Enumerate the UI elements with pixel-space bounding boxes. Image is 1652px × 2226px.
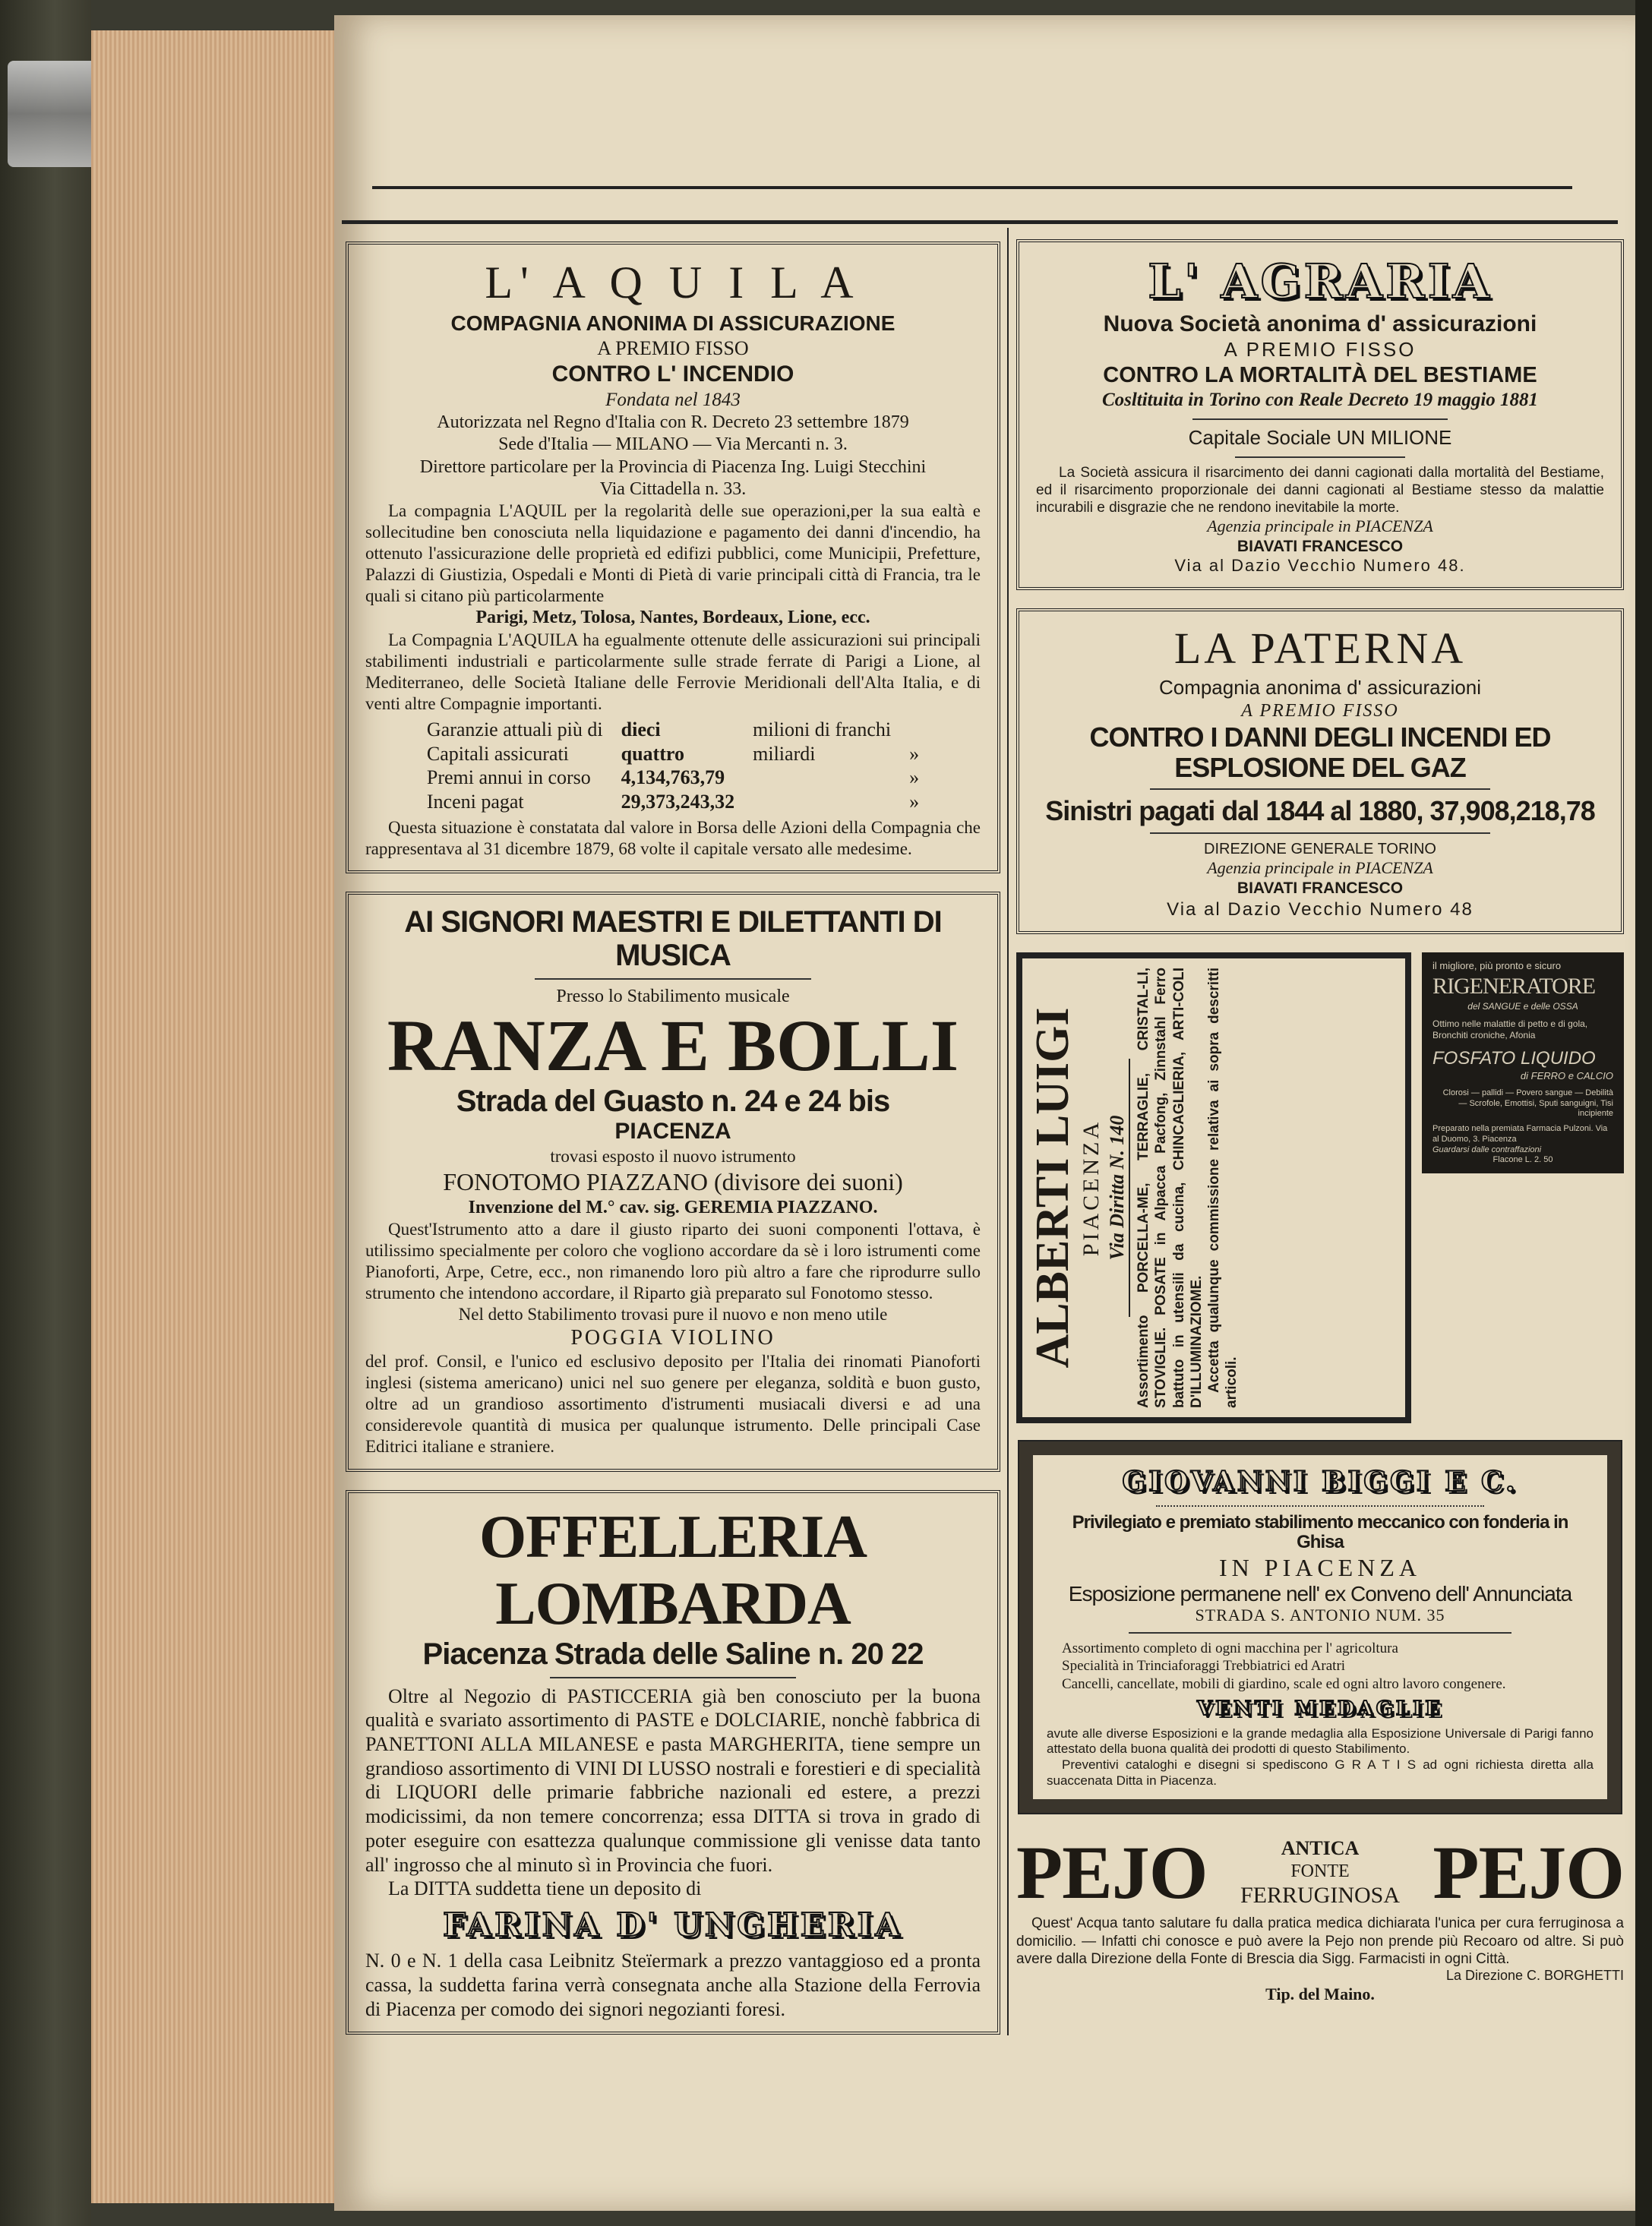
agraria-via: Via al Dazio Vecchio Numero 48. bbox=[1174, 556, 1466, 576]
ad-offelleria-lombarda bbox=[346, 1490, 1000, 2035]
ranza-city: PIACENZA bbox=[614, 1118, 731, 1144]
ad-rigeneratore bbox=[1422, 952, 1624, 1173]
biggi-line: Assortimento completo di ogni macchina per l' agricoltura bbox=[1062, 1640, 1398, 1657]
left-column bbox=[346, 242, 1000, 2035]
agraria-capitale: Capitale Sociale UN MILIONE bbox=[1188, 425, 1452, 449]
rig-guard: Guardarsi dalle contraffazioni bbox=[1432, 1145, 1542, 1154]
ranza-invenzione: Invenzione del M.° cav. sig. GEREMIA PIAZZANO. bbox=[468, 1197, 878, 1217]
ad-agraria bbox=[1016, 239, 1624, 590]
book-binding bbox=[0, 0, 91, 2226]
aquila-stats-table bbox=[381, 718, 965, 814]
rig-top: il migliore, più pronto e sicuro bbox=[1432, 959, 1562, 971]
aquila-title: L' A Q U I L A bbox=[485, 257, 861, 308]
agraria-contro: CONTRO LA MORTALITÀ DEL BESTIAME bbox=[1103, 362, 1537, 387]
aquila-cities: Parigi, Metz, Tolosa, Nantes, Bordeaux, Lione, ecc. bbox=[475, 608, 870, 628]
right-column bbox=[1016, 239, 1624, 2004]
stats-cell: 29,373,243,32 bbox=[621, 791, 735, 813]
aquila-sede: Sede d'Italia — MILANO — Via Mercanti n. 3. bbox=[498, 434, 848, 455]
aquila-subtitle: COMPAGNIA ANONIMA DI ASSICURAZIONE bbox=[450, 311, 895, 336]
aquila-premio: A PREMIO FISSO bbox=[597, 337, 749, 360]
aquila-contro: CONTRO L' INCENDIO bbox=[551, 362, 794, 387]
biggi-medaglie: VENTI MEDAGLIE bbox=[1196, 1697, 1444, 1720]
paterna-premio: A PREMIO FISSO bbox=[1241, 700, 1399, 721]
biggi-line: Specialità in Trinciaforaggi Trebbiatrici ed Aratri bbox=[1062, 1658, 1346, 1675]
offelleria-p3: N. 0 e N. 1 della casa Leibnitz Steïermark a prezzo vantaggioso ed a pronta cassa, la suddetta farina verrà consegnata anche alla Stazione della Ferrovia di Piacenza per comodo dei signori negozianti foresi. bbox=[365, 1950, 981, 2020]
ranza-p3: del prof. Consil, e l'unico ed esclusivo deposito per l'Italia dei rinomati Pianoforti inglesi (sistema americano) unici nel suo genere per eleganza, soldità e buon gusto, oltre ad un grandioso assortimento d'istrumenti musiacali diversi e ad una considerevole quantità di musica per qualunque istrumento. Delle principali Case Editrici italiane e straniere. bbox=[365, 1352, 981, 1457]
agraria-agenzia: Agenzia principale in PIACENZA bbox=[1207, 516, 1433, 536]
alberti-via: Via Diritta N. 140 bbox=[1105, 1059, 1130, 1317]
agraria-subtitle: Nuova Società anonima d' assicurazioni bbox=[1103, 311, 1537, 336]
stats-cell bbox=[753, 766, 891, 790]
offelleria-p2: La DITTA suddetta tiene un deposito di bbox=[388, 1877, 702, 1900]
paterna-agenzia: Agenzia principale in PIACENZA bbox=[1207, 858, 1433, 878]
ranza-trovasi: trovasi esposto il nuovo istrumento bbox=[550, 1146, 796, 1166]
agraria-title: L' AGRARIA bbox=[1148, 254, 1492, 309]
stats-cell bbox=[909, 718, 919, 742]
stats-cell: Garanzie attuali più di bbox=[426, 718, 603, 740]
rig-ferro: di FERRO e CALCIO bbox=[1520, 1069, 1613, 1081]
stats-cell: Capitali assicurati bbox=[426, 742, 569, 765]
ad-pejo bbox=[1016, 1831, 1624, 2004]
biggi-strada: STRADA S. ANTONIO NUM. 35 bbox=[1195, 1606, 1445, 1625]
aquila-p1: La compagnia L'AQUIL per la regolarità delle sue operazioni,per la sua ealtà e sollecitudine ben conosciuta nella liquidazione e pagamento dei danni d'incendio, ha ottenuto l'assicurazione delle proprietà ed edifizi pubblici, come Municipii, Prefetture, Palazzi di Giustizia, Ospedali e Monti di Pietà di varie principali città di Francia, tra le quali si citano più particolarmente bbox=[365, 501, 981, 606]
rig-price: Flacone L. 2. 50 bbox=[1492, 1155, 1553, 1165]
aquila-fondata: Fondata nel 1843 bbox=[605, 389, 741, 410]
top-rule bbox=[372, 186, 1572, 189]
stats-cell: milioni di franchi bbox=[753, 718, 892, 740]
paterna-via: Via al Dazio Vecchio Numero 48 bbox=[1167, 898, 1474, 920]
paterna-sinistri: Sinistri pagati dal 1844 al 1880, 37,908,218,78 bbox=[1045, 795, 1595, 827]
paterna-direzione: DIREZIONE GENERALE TORINO bbox=[1204, 840, 1436, 857]
ranza-strada: Strada del Guasto n. 24 e 24 bis bbox=[456, 1084, 890, 1118]
stats-cell bbox=[753, 790, 891, 814]
small-ads-row bbox=[1016, 952, 1624, 1423]
rig-desc: Ottimo nelle malattie di petto e di gola, Bronchiti croniche, Afonia bbox=[1432, 1018, 1588, 1040]
agraria-premio: A PREMIO FISSO bbox=[1224, 338, 1417, 362]
biggi-city: IN PIACENZA bbox=[1219, 1553, 1421, 1581]
offelleria-p1: Oltre al Negozio di PASTICCERIA già ben conosciuto per la buona qualità e svariato assortimento di PASTE e DOLCIARIE, nonchè fabbrica di PANETTONI ALLA MILANESE e pasta MARGHERITA, tiene sempre un grandioso assortimento di VINI DI LUSSO nostrali e forestieri e di specialità di LIQUORI delle primarie fabbriche nazionali ed estere, a prezzi modicissimi, da non temere concorrenza; essa DITTA si trova in grado di poter eseguire con esattezza qualunque commissione gli venisse data tanto all' ingrosso che al minuto sì in Provincia che fuori. bbox=[365, 1684, 981, 1876]
stats-cell: » bbox=[909, 766, 920, 789]
paterna-subtitle: Compagnia anonima d' assicurazioni bbox=[1158, 676, 1482, 699]
rig-sub: del SANGUE e delle OSSA bbox=[1467, 1000, 1578, 1012]
biggi-line: Cancelli, cancellate, mobili di giardino, scale ed ogni altro lavoro congenere. bbox=[1062, 1675, 1506, 1692]
ranza-title: RANZA E BOLLI bbox=[387, 1005, 959, 1087]
pejo-logo-right: PEJO bbox=[1432, 1830, 1624, 1915]
alberti-accetta: Accetta qualunque commissione relativa ai sopra descritti articoli. bbox=[1205, 967, 1240, 1408]
offelleria-address: Piacenza Strada delle Saline n. 20 22 bbox=[422, 1637, 924, 1671]
pejo-ferruginosa: FERRUGINOSA bbox=[1240, 1883, 1401, 1909]
pejo-p1: Quest' Acqua tanto salutare fu dalla pratica medica dichiarata l'unica per cura ferruginosa a domicilio. — Infatti chi conosce e può avere la Pejo non prende più Recoaro od altre. Si può avere dalla Direzione della Fonte di Brescia dia Sigg. Farmacisti in ogni Città. bbox=[1016, 1915, 1624, 1967]
ad-biggi bbox=[1019, 1441, 1621, 1814]
ad-aquila bbox=[346, 242, 1000, 873]
stats-cell: quattro bbox=[621, 742, 684, 765]
paterna-contro: CONTRO I DANNI DEGLI INCENDI ED ESPLOSIONE DEL GAZ bbox=[1089, 721, 1551, 783]
rig-prep: Preparato nella premiata Farmacia Pulzoni. Via al Duomo, 3. Piacenza bbox=[1432, 1124, 1608, 1144]
rig-title: RIGENERATORE bbox=[1432, 974, 1596, 999]
alberti-body: Assortimento PORCELLA-ME, TERRAGLIE, CRISTAL-LI, STOVIGLIE. POSATE in Alpacca Pacfong, Zinnstahl Ferro battuto in utensili da cucina, CHINCAGLIERIA, ARTI-COLI D'ILLUMINAZIOME. bbox=[1136, 967, 1205, 1408]
stats-cell: dieci bbox=[621, 718, 661, 740]
rig-desc2: Clorosi — pallidi — Povero sangue — Debilità — Scrofole, Emottisi, Sputi sanguigni, Tisi incipiente bbox=[1442, 1088, 1613, 1119]
alberti-name: ALBERTI LUIGI bbox=[1027, 1007, 1079, 1369]
paterna-title: LA PATERNA bbox=[1173, 624, 1467, 674]
pejo-direzione: La Direzione C. BORGHETTI bbox=[1445, 1967, 1624, 1983]
aquila-via: Via Cittadella n. 33. bbox=[599, 478, 747, 499]
stats-cell: 4,134,763,79 bbox=[621, 766, 725, 789]
ranza-p2: Nel detto Stabilimento trovasi pure il nuovo e non meno utile bbox=[458, 1305, 888, 1325]
right-edge bbox=[1635, 0, 1652, 2226]
rig-fosfato: FOSFATO LIQUIDO bbox=[1432, 1047, 1596, 1069]
ranza-presso: Presso lo Stabilimento musicale bbox=[556, 986, 790, 1006]
binding-clip bbox=[8, 61, 99, 167]
aquila-p3: Questa situazione è constatata dal valore in Borsa delle Azioni della Compagnia che rappresentava al 31 dicembre 1879, 68 volte il capitale versato alle medesime. bbox=[365, 817, 981, 858]
ad-paterna bbox=[1016, 608, 1624, 934]
agraria-costituita: Cosltituita in Torino con Reale Decreto 19 maggio 1881 bbox=[1101, 390, 1539, 411]
agraria-agent: BIAVATI FRANCESCO bbox=[1237, 537, 1404, 555]
biggi-privilegiato: Privilegiato e premiato stabilimento meccanico con fonderia in Ghisa bbox=[1072, 1511, 1568, 1553]
ranza-p1: Quest'Istrumento atto a dare il giusto riparto dei suoni componenti l'ottava, è utilissimo specialmente per coloro che vogliono accordare da sè i loro istrumenti come Pianoforti, Arpe, Cetre, ecc., non rimanendo loro più altro a fare che riprodurre sullo strumento che intendono accordare, il Riparto già preparato sul Fonotomo stesso. bbox=[365, 1219, 981, 1303]
offelleria-title: OFFELLERIA LOMBARDA bbox=[479, 1503, 867, 1637]
ad-alberti-luigi bbox=[1016, 952, 1411, 1423]
stats-cell: » bbox=[909, 791, 920, 813]
stats-cell: » bbox=[909, 742, 920, 765]
stats-cell: Premi annui in corso bbox=[426, 766, 591, 789]
biggi-title: GIOVANNI BIGGI E C. bbox=[1122, 1465, 1518, 1498]
paterna-agent: BIAVATI FRANCESCO bbox=[1237, 879, 1404, 898]
aquila-p2: La Compagnia L'AQUILA ha egualmente ottenute delle assicurazioni sui principali stabilimenti industriali e particolarmente sulle strade ferrate di Parigi a Lione, al Mediterraneo, delle Società Italiane delle Ferrovie Meridionali dell'Alta Italia, e di venti altre Compagnie importanti. bbox=[365, 630, 981, 713]
offelleria-farina: FARINA D' UNGHERIA bbox=[443, 1906, 903, 1943]
pejo-fonte: FONTE bbox=[1290, 1861, 1350, 1881]
aquila-direttore: Direttore particolare per la Provincia di Piacenza Ing. Luigi Stecchini bbox=[419, 456, 927, 477]
page-edges bbox=[91, 30, 342, 2203]
ranza-fonotomo: FONOTOMO PIAZZANO (divisore dei suoni) bbox=[443, 1167, 903, 1195]
alberti-city: PIACENZA bbox=[1079, 1119, 1104, 1257]
aquila-auth: Autorizzata nel Regno d'Italia con R. Decreto 23 settembre 1879 bbox=[437, 412, 909, 433]
biggi-p2: Preventivi cataloghi e disegni si spediscono G R A T I S ad ogni richiesta diretta alla suaccenata Ditta in Piacenza. bbox=[1047, 1757, 1594, 1788]
header-rule bbox=[342, 220, 1618, 224]
agraria-p1: La Società assicura il risarcimento dei danni cagionati dalla mortalità del Bestiame, ed il risarcimento proporzionale dei danni cagionati al Bestiame stesso da malattie incurabili e disgrazie che ne rendono inevitabile la morte. bbox=[1036, 464, 1604, 516]
printer-imprint: Tip. del Maino. bbox=[1265, 1984, 1375, 2003]
stats-cell: miliardi bbox=[753, 742, 816, 765]
pejo-logo-left: PEJO bbox=[1016, 1830, 1208, 1915]
biggi-esposizione: Esposizione permanene nell' ex Conveno dell' Annunciata bbox=[1068, 1581, 1572, 1606]
stats-cell: Inceni pagat bbox=[426, 791, 524, 813]
pejo-antica: ANTICA bbox=[1281, 1837, 1360, 1860]
ranza-heading: AI SIGNORI MAESTRI E DILETTANTI DI MUSICA bbox=[404, 905, 942, 972]
ad-ranza-bolli bbox=[346, 892, 1000, 1472]
biggi-p1: avute alle diverse Esposizioni e la grande medaglia alla Esposizione Universale di Parigi fanno attestato della buona qualità dei prodotti di questo Stabilimento. bbox=[1047, 1726, 1594, 1757]
biggi-lines bbox=[1047, 1640, 1594, 1693]
column-divider bbox=[1007, 228, 1009, 2035]
ranza-violino: POGGIA VIOLINO bbox=[570, 1326, 775, 1350]
